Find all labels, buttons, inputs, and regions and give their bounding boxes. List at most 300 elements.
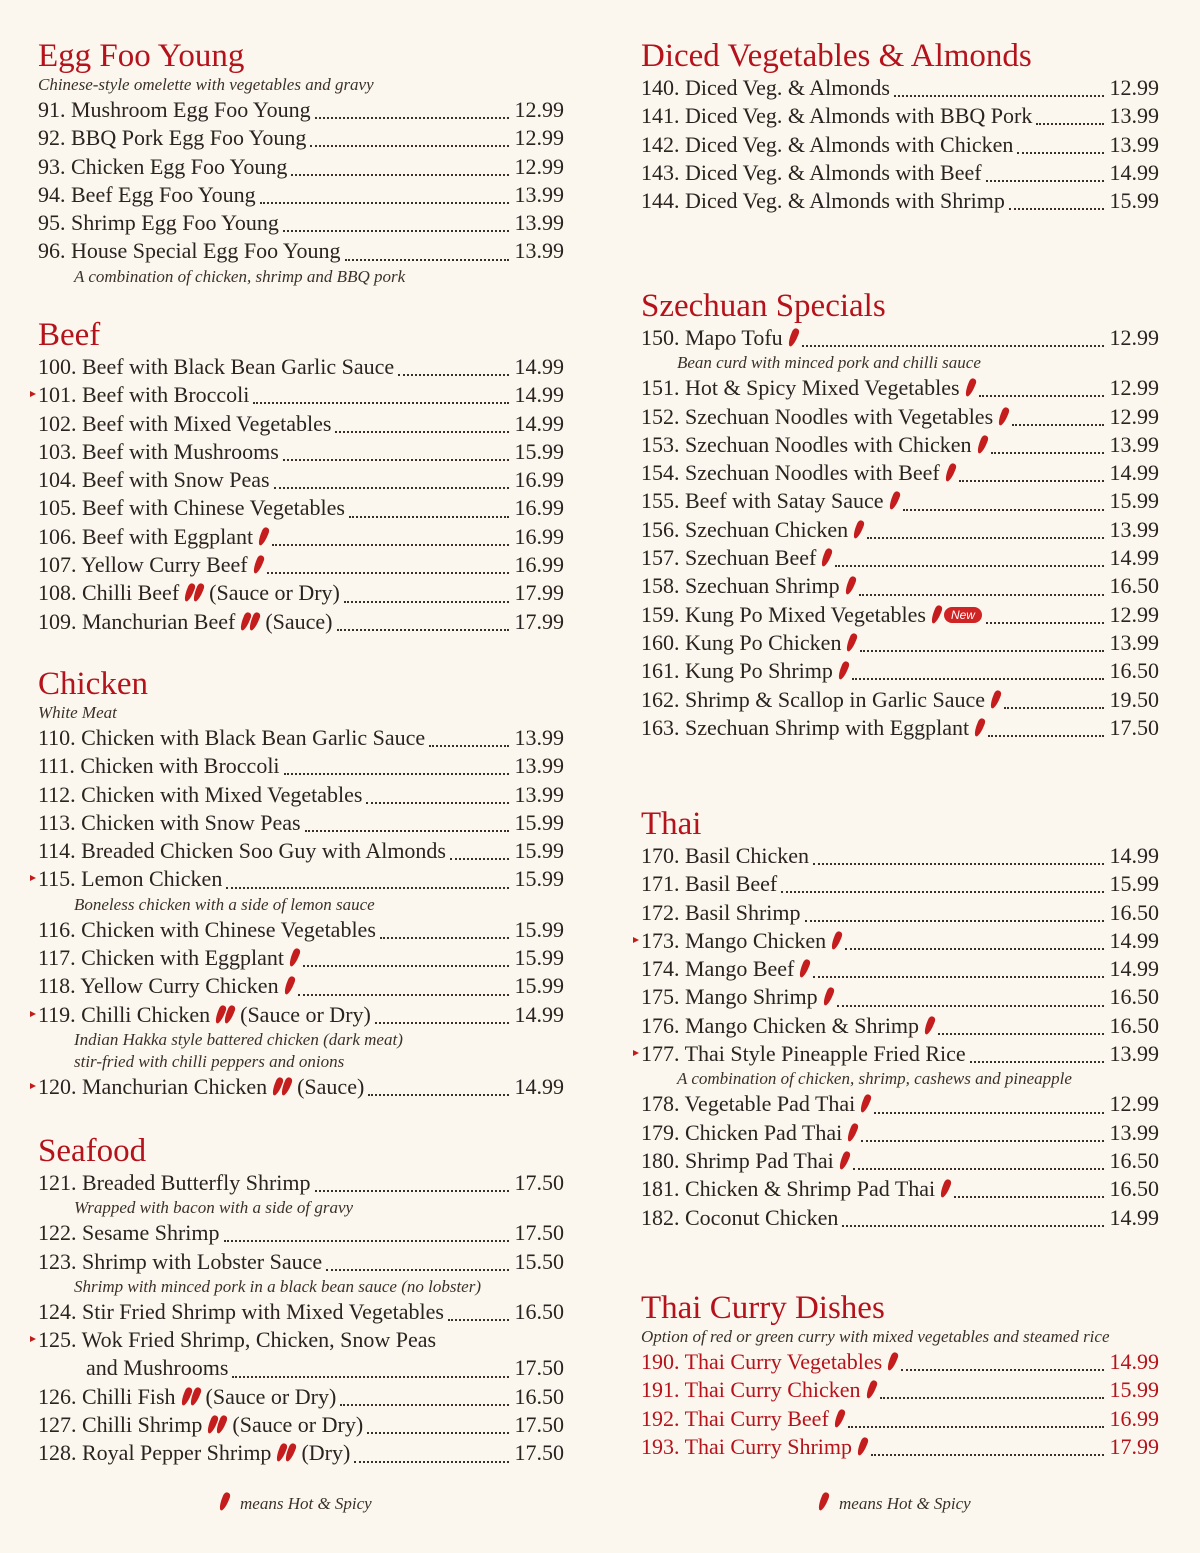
item-price: 17.50 [1109,714,1159,740]
item-name [38,353,394,381]
item-name [641,74,890,102]
leader-dots [283,459,509,461]
pepper-group [890,488,899,513]
item-name [38,438,279,466]
item-price: 16.99 [514,552,564,578]
chili-pepper-icon [830,930,844,950]
menu-item [38,608,564,636]
menu-item [38,523,564,551]
leader-dots [310,145,508,147]
item-price: 12.99 [514,153,564,179]
section-thai [641,806,1159,1232]
item-price: 17.99 [514,608,564,634]
arrow-marker-icon [30,1083,36,1089]
leader-dots [349,516,509,518]
leader-dots [986,180,1104,182]
leader-dots [305,830,509,832]
menu-item [38,1248,564,1276]
item-name [641,1204,838,1232]
arrow-marker-icon [30,875,36,881]
chili-pepper-icon [832,1408,846,1428]
leader-dots [781,891,1103,893]
item-name-text: 141. Diced Veg. & Almonds with BBQ Pork [641,103,1033,129]
item-price: 17.99 [1109,1433,1159,1459]
item-name-text: 101. Beef with Broccoli [38,382,250,408]
item-name-text: 107. Yellow Curry Beef [38,552,248,578]
item-price: 12.99 [1109,325,1159,350]
item-name [38,466,270,494]
menu-item [641,1012,1159,1040]
item-name-text: 151. Hot & Spicy Mixed Vegetables [641,375,960,401]
item-description: A combination of chicken, shrimp and BBQ pork [74,266,406,286]
item-name-text: 158. Szechuan Shrimp [641,573,840,599]
item-price: 12.99 [514,125,564,151]
item-price: 14.99 [1109,843,1159,868]
item-price: 14.99 [1109,545,1159,571]
item-price: 13.99 [1109,103,1159,129]
pepper-group [241,609,259,634]
item-name-text: 182. Coconut Chicken [641,1204,839,1230]
item-name-text: 96. House Special Egg Foo Young [38,238,341,264]
item-name-text: 120. Manchurian Chicken [38,1073,268,1099]
item-price: 12.99 [1109,601,1159,627]
item-name-text: 124. Stir Fried Shrimp with Mixed Vegetables [38,1298,444,1324]
pepper-group [847,630,856,655]
leader-dots [853,1168,1104,1170]
item-name [641,899,801,927]
menu-item [641,187,1159,215]
item-description: Indian Hakka style battered chicken (dark meat) [74,1029,403,1049]
item-price: 16.50 [514,1383,564,1409]
item-name-text: 157. Szechuan Beef [641,545,817,571]
item-name [38,1001,371,1029]
item-name [38,551,263,579]
item-price: 17.50 [514,1355,564,1381]
pepper-group [824,984,833,1009]
item-price: 17.50 [514,1170,564,1195]
item-name [38,1439,350,1467]
leader-dots [272,544,508,546]
menu-item [641,459,1159,487]
section-egg-foo-young [38,38,564,288]
item-price: 12.99 [514,97,564,122]
arrow-marker-icon [30,391,36,397]
item-price: 13.99 [1109,1041,1159,1067]
item-name-text: 156. Szechuan Chicken [641,516,849,542]
leader-dots [303,965,508,967]
item-price: 13.99 [1109,431,1159,457]
item-name [641,686,1000,714]
leader-dots [326,1269,508,1271]
leader-dots [871,1454,1103,1456]
item-name [38,916,376,944]
pepper-group [290,945,299,970]
item-description: Boneless chicken with a side of lemon sauce [74,894,375,914]
leader-dots [398,374,508,376]
item-name-text: 109. Manchurian Beef [38,608,236,634]
item-name [641,1147,849,1175]
leader-dots [429,745,508,747]
item-name-text: 163. Szechuan Shrimp with Eggplant [641,714,970,740]
item-name [641,1405,844,1433]
menu-item [38,1001,564,1029]
item-price: 14.99 [1109,1349,1159,1374]
item-name [38,579,340,607]
leader-dots [861,1140,1103,1142]
menu-item [641,1376,1159,1404]
menu-item [641,1204,1159,1232]
item-name-text: 177. Thai Style Pineapple Fried Rice [641,1041,966,1067]
item-name [641,1119,857,1147]
pepper-group [946,460,955,485]
leader-dots [979,395,1104,397]
menu-item [38,1073,564,1101]
item-price: 13.99 [1109,516,1159,542]
item-price: 16.50 [1109,1176,1159,1202]
leader-dots [315,1190,509,1192]
pepper-group [832,928,841,953]
item-name-text: 174. Mango Beef [641,956,795,982]
item-price: 19.50 [1109,686,1159,712]
item-name [38,752,280,780]
pepper-group [839,658,848,683]
arrow-marker-icon [30,1336,36,1342]
leader-dots [986,622,1104,624]
item-name-text: 140. Diced Veg. & Almonds [641,75,890,100]
item-name [641,1040,966,1068]
item-name-text: 100. Beef with Black Bean Garlic Sauce [38,354,395,379]
pepper-group [840,1148,849,1173]
menu-item [38,972,564,1000]
item-name [38,1411,363,1439]
item-name-text: 118. Yellow Curry Chicken [38,973,279,999]
item-name [38,1298,444,1326]
item-suffix: (Sauce or Dry) [240,1001,371,1027]
menu-item [38,752,564,780]
leader-dots [959,480,1104,482]
chili-pepper-icon [837,661,851,681]
item-price: 14.99 [514,382,564,408]
menu-item [38,1439,564,1467]
item-name-text: 110. Chicken with Black Bean Garlic Sauce [38,725,426,750]
leader-dots [970,1061,1104,1063]
section-title: Thai Curry Dishes [641,1290,885,1326]
item-name-text: 108. Chilli Beef [38,580,180,606]
new-badge: New [944,607,982,623]
item-price: 15.50 [514,1248,564,1274]
chili-pepper-icon [923,1015,937,1035]
item-name [641,1175,950,1203]
item-name [641,1376,876,1404]
item-name-text: 128. Royal Pepper Shrimp [38,1440,272,1466]
item-name-text: 122. Sesame Shrimp [38,1220,220,1246]
item-price: 16.99 [1109,1405,1159,1431]
item-name-text: 162. Shrimp & Scallop in Garlic Sauce [641,686,985,712]
item-price: 15.99 [514,916,564,942]
section-beef [38,317,564,636]
menu-item [38,944,564,972]
pepper-group [216,1002,234,1027]
menu-item [641,870,1159,898]
section-subtitle: Option of red or green curry with mixed vegetables and steamed rice [641,1327,1110,1346]
item-name [641,1090,870,1118]
chili-pepper-icon [963,378,977,398]
menu-item [38,1169,564,1197]
chili-pepper-icon [852,519,866,539]
item-description: Shrimp with minced pork in a black bean sauce (no lobster) [74,1276,481,1296]
item-price: 14.99 [514,354,564,379]
item-price: 13.99 [514,210,564,236]
item-name [38,809,301,837]
item-name [38,209,279,237]
item-name-text: 152. Szechuan Noodles with Vegetables [641,403,994,429]
item-name [38,1219,220,1247]
item-description: A combination of chicken, shrimp, cashews and pineapple [677,1069,1072,1089]
menu-item [38,809,564,837]
menu-item [641,572,1159,600]
menu-item [38,438,564,466]
item-price: 14.99 [1109,1204,1159,1230]
item-name-text: 191. Thai Curry Chicken [641,1377,861,1403]
leader-dots [1012,424,1103,426]
legend-text: means Hot & Spicy [839,1494,971,1513]
leader-dots [260,202,509,204]
item-price: 15.99 [514,438,564,464]
leader-dots [253,402,508,404]
leader-dots [1009,208,1104,210]
item-name [641,102,1032,130]
item-name [38,1248,322,1276]
leader-dots [842,1225,1103,1227]
item-name-text: 117. Chicken with Eggplant [38,945,285,971]
pepper-group [285,973,294,998]
leader-dots [860,650,1103,652]
leader-dots [345,259,509,261]
item-price: 15.99 [1109,188,1159,214]
leader-dots [340,1404,508,1406]
section-title: Egg Foo Young [38,38,245,74]
chili-pepper-icon [846,1122,860,1142]
item-name-text: 180. Shrimp Pad Thai [641,1147,834,1173]
menu-item [641,1175,1159,1203]
item-description: Bean curd with minced pork and chilli sauce [677,353,981,373]
menu-item [38,865,564,893]
item-name-text: 93. Chicken Egg Foo Young [38,153,288,179]
legend-text: means Hot & Spicy [240,1494,372,1513]
section-title: Chicken [38,666,148,702]
leader-dots [894,95,1104,97]
menu-item [641,1119,1159,1147]
chili-pepper-icon [251,554,265,574]
item-name [641,629,856,657]
item-price: 16.99 [514,495,564,521]
item-name-text: 114. Breaded Chicken Soo Guy with Almonds [38,838,446,864]
chili-pepper-icon [973,717,987,737]
item-name [38,523,268,551]
item-name-text: 154. Szechuan Noodles with Beef [641,460,940,486]
item-name-text: 161. Kung Po Shrimp [641,658,833,684]
chili-pepper-icon [997,406,1011,426]
item-name-text: 143. Diced Veg. & Almonds with Beef [641,159,982,185]
section-title: Diced Vegetables & Almonds [641,38,1032,74]
leader-dots [224,1240,509,1242]
item-name-text: 181. Chicken & Shrimp Pad Thai [641,1176,936,1202]
item-name [38,724,425,752]
pepper-group [208,1412,226,1437]
menu-item [641,899,1159,927]
section-chicken [38,666,564,1101]
menu-item [38,781,564,809]
leader-dots [954,1196,1103,1198]
item-name-text: 178. Vegetable Pad Thai [641,1091,856,1117]
item-name-text: 113. Chicken with Snow Peas [38,809,301,835]
item-price: 16.50 [1109,658,1159,684]
item-name-text: 159. Kung Po Mixed Vegetables [641,601,926,627]
item-name [641,601,982,629]
item-price: 17.50 [514,1220,564,1246]
menu-item [38,916,564,944]
item-name-text: 142. Diced Veg. & Almonds with Chicken [641,131,1014,157]
chili-pepper-icon [989,689,1003,709]
leader-dots [805,920,1104,922]
item-name [641,1348,897,1376]
item-name [38,781,362,809]
item-price: 12.99 [1109,75,1159,100]
item-name [38,410,331,438]
menu-item [641,1090,1159,1118]
item-price: 13.99 [514,238,564,264]
menu-item [641,1040,1159,1068]
chili-pepper-icon [798,959,812,979]
menu-item [641,431,1159,459]
menu-item [641,487,1159,515]
pepper-group [835,1406,844,1431]
pepper-group [789,325,798,350]
item-name-continued: and Mushrooms [86,1355,229,1381]
leader-dots [845,948,1103,950]
section-thai-curry [641,1290,1159,1461]
chili-pepper-icon [975,434,989,454]
menu-item [641,374,1159,402]
item-name-text: 170. Basil Chicken [641,843,810,868]
item-suffix: (Sauce) [265,608,333,634]
menu-item [38,1298,564,1326]
chili-pepper-icon [786,327,800,347]
item-price: 14.99 [1109,460,1159,486]
menu-item [641,657,1159,685]
item-price: 13.99 [514,181,564,207]
item-name [641,187,1005,215]
item-price: 16.50 [514,1298,564,1324]
menu-item [38,466,564,494]
arrow-marker-icon [633,937,639,943]
item-price: 13.99 [514,781,564,807]
item-name [641,487,899,515]
leader-dots [448,1319,509,1321]
item-name-text: 111. Chicken with Broccoli [38,753,280,779]
item-name-text: 153. Szechuan Noodles with Chicken [641,431,972,457]
item-name-text: 173. Mango Chicken [641,927,827,953]
menu-item [641,955,1159,983]
menu-item [38,1411,564,1439]
leader-dots [335,431,508,433]
pepper-group [975,715,984,740]
menu-item [641,601,1159,629]
item-name [641,544,831,572]
item-price: 12.99 [1109,1091,1159,1117]
menu-item [641,842,1159,870]
leader-dots [852,678,1104,680]
menu-item [641,403,1159,431]
chili-pepper-icon [859,1094,873,1114]
pepper-group [941,1176,950,1201]
item-name-text: 172. Basil Shrimp [641,899,801,925]
item-name [38,153,287,181]
item-name [641,403,1008,431]
item-name [38,494,345,522]
leader-dots [1036,123,1103,125]
menu-item [641,324,1159,352]
menu-item-continued [38,1354,564,1382]
item-name [641,431,987,459]
leader-dots [938,1033,1103,1035]
item-name-text: 115. Lemon Chicken [38,866,223,892]
chili-pepper-icon [821,987,835,1007]
item-name-text: 175. Mango Shrimp [641,984,818,1010]
item-price: 14.99 [1109,956,1159,982]
menu-item [641,714,1159,742]
item-name [641,459,955,487]
item-name [38,381,249,409]
item-price: 15.99 [514,809,564,835]
item-name-text: 127. Chilli Shrimp [38,1412,203,1438]
menu-item [38,96,564,124]
menu-item [641,629,1159,657]
leader-dots [1017,152,1103,154]
menu-item [641,102,1159,130]
item-name-text: 171. Basil Beef [641,871,778,897]
item-price: 17.50 [514,1412,564,1438]
menu-item [38,237,564,265]
pepper-group [822,545,831,570]
chili-pepper-icon [817,1491,831,1511]
item-name-text: 176. Mango Chicken & Shrimp [641,1012,920,1038]
pepper-group [846,573,855,598]
item-name [641,842,809,870]
item-price: 16.99 [514,467,564,493]
item-name-text: 121. Breaded Butterfly Shrimp [38,1170,311,1195]
leader-dots [837,1005,1104,1007]
section-title: Thai [641,806,702,842]
item-name-text: 112. Chicken with Mixed Vegetables [38,781,363,807]
section-subtitle: White Meat [38,703,117,722]
pepper-group [858,1434,867,1459]
menu-item [38,551,564,579]
item-name [641,1012,934,1040]
item-name [38,1383,336,1411]
leader-dots [337,629,509,631]
pepper-group [800,956,809,981]
item-price: 14.99 [514,1073,564,1099]
menu-item [641,131,1159,159]
pepper-group [185,580,203,605]
menu-item [38,1219,564,1247]
leader-dots [380,937,509,939]
item-price: 16.99 [514,523,564,549]
menu-item [38,724,564,752]
item-price: 15.99 [1109,1377,1159,1403]
item-price: 16.50 [1109,984,1159,1010]
